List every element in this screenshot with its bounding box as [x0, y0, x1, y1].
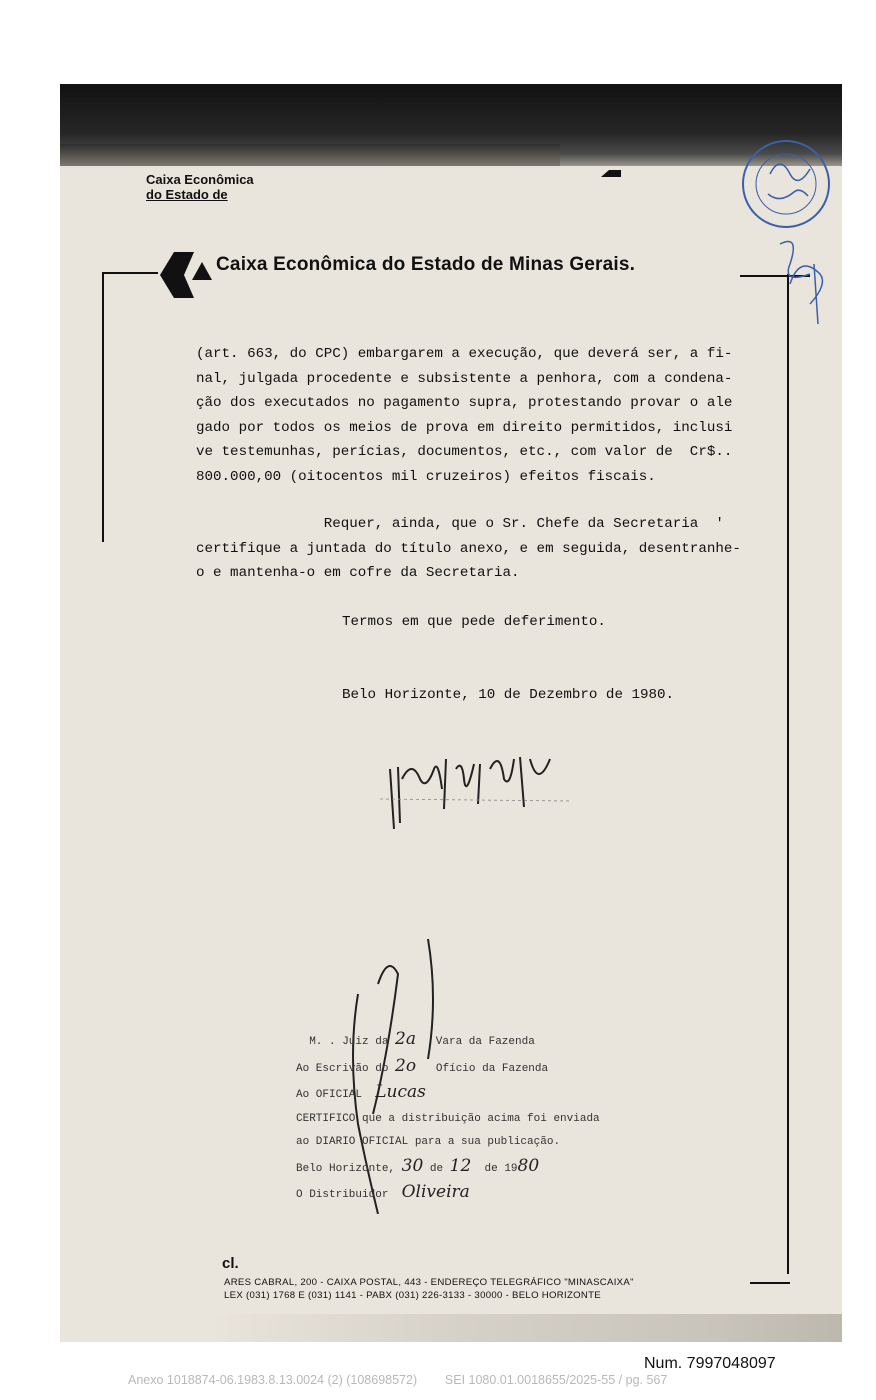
- petition-paragraph-1: [196, 342, 796, 489]
- court-seal-icon: [740, 134, 840, 334]
- text-line: ve testemunhas, perícias, documentos, etc., com valor de Cr$..: [196, 444, 733, 460]
- handwritten-value: Lucas: [375, 1082, 426, 1102]
- stamp-text: Vara da Fazenda: [415, 1036, 535, 1048]
- text-line: Requer, ainda, que o Sr. Chefe da Secretaria ': [196, 516, 724, 532]
- attorney-signature-icon: [380, 739, 580, 829]
- text-line: ção dos executados no pagamento supra, protestando provar o ale: [196, 395, 733, 411]
- stamp-row-judge: [296, 1028, 656, 1055]
- handwritten-month: 12: [449, 1155, 472, 1176]
- document-page: [60, 84, 842, 1342]
- petition-paragraph-2: [196, 512, 741, 586]
- stamp-row-publication: ao DIARIO OFICIAL para a sua publicação.: [296, 1136, 561, 1148]
- stamp-text: Ofício da Fazenda: [416, 1062, 549, 1075]
- handwritten-day: 30: [401, 1155, 424, 1176]
- small-letterhead-line1: Caixa Econômica: [146, 172, 254, 187]
- text-line: gado por todos os meios de prova em direito permitidos, inclusi: [196, 419, 733, 436]
- stamp-row-distributor: [296, 1181, 656, 1208]
- footer-address-line: ARES CABRAL, 200 - CAIXA POSTAL, 443 - ENDEREÇO TELEGRÁFICO "MINASCAIXA": [224, 1277, 634, 1288]
- text-line: 800.000,00 (oitocentos mil cruzeiros) efeitos fiscais.: [196, 468, 656, 485]
- annex-reference: Anexo 1018874-06.1983.8.13.0024 (2) (108698572) SEI 1080.01.0018655/2025-55 / pg. 567: [128, 1373, 668, 1387]
- stamp-row-officer: [296, 1081, 656, 1108]
- text-line: certifique a juntada do título anexo, e em seguida, desentranhe-: [196, 540, 741, 557]
- stamp-text: de: [423, 1162, 450, 1175]
- footer-phone-line: LEX (031) 1768 E (031) 1141 - PABX (031) 226-3133 - 30000 - BELO HORIZONTE: [224, 1290, 601, 1301]
- stamp-row-clerk: [296, 1055, 656, 1082]
- frame-left-line: [102, 272, 104, 542]
- scan-mark: [601, 170, 621, 177]
- text-line: o e mantenha-o em cofre da Secretaria.: [196, 565, 520, 581]
- place-date-line: Belo Horizonte, 10 de Dezembro de 1980.: [342, 687, 675, 703]
- distribution-stamp: [296, 1028, 656, 1208]
- footer-cl: cl.: [222, 1255, 239, 1272]
- closing-line: Termos em que pede deferimento.: [342, 614, 606, 630]
- handwritten-year: 80: [517, 1155, 540, 1176]
- text-line: (art. 663, do CPC) embargarem a execução, que deverá ser, a fi-: [196, 346, 733, 362]
- handwritten-value: 2a: [395, 1029, 416, 1049]
- small-letterhead: [146, 172, 254, 202]
- stamp-row-date: [296, 1155, 656, 1182]
- frame-top-left-line: [102, 272, 158, 274]
- letterhead-title: Caixa Econômica do Estado de Minas Gerais.: [216, 254, 636, 275]
- scan-bottom-noise: [210, 1314, 842, 1342]
- stamp-text: de 19: [471, 1162, 518, 1175]
- document-number: Num. 7997048097: [644, 1355, 776, 1372]
- scan-fold-shadow: [60, 144, 560, 166]
- frame-bottom-line: [750, 1282, 790, 1284]
- handwritten-signature: Oliveira: [401, 1182, 470, 1202]
- stamp-text: Belo Horizonte,: [296, 1162, 402, 1175]
- handwritten-value: 2o: [395, 1055, 417, 1076]
- text-line: nal, julgada procedente e subsistente a penhora, com a condena-: [196, 370, 733, 387]
- stamp-text: Ao OFICIAL: [296, 1089, 376, 1101]
- stamp-text: M. . Juiz da: [296, 1036, 396, 1048]
- stamp-text: O Distribuidor: [296, 1189, 402, 1201]
- bank-logo-icon: [156, 250, 214, 300]
- stamp-row-certify: CERTIFICO que a distribuição acima foi enviada: [296, 1112, 600, 1125]
- small-letterhead-line2: do Estado de: [146, 187, 228, 202]
- stamp-text: Ao Escrivão do: [296, 1062, 396, 1075]
